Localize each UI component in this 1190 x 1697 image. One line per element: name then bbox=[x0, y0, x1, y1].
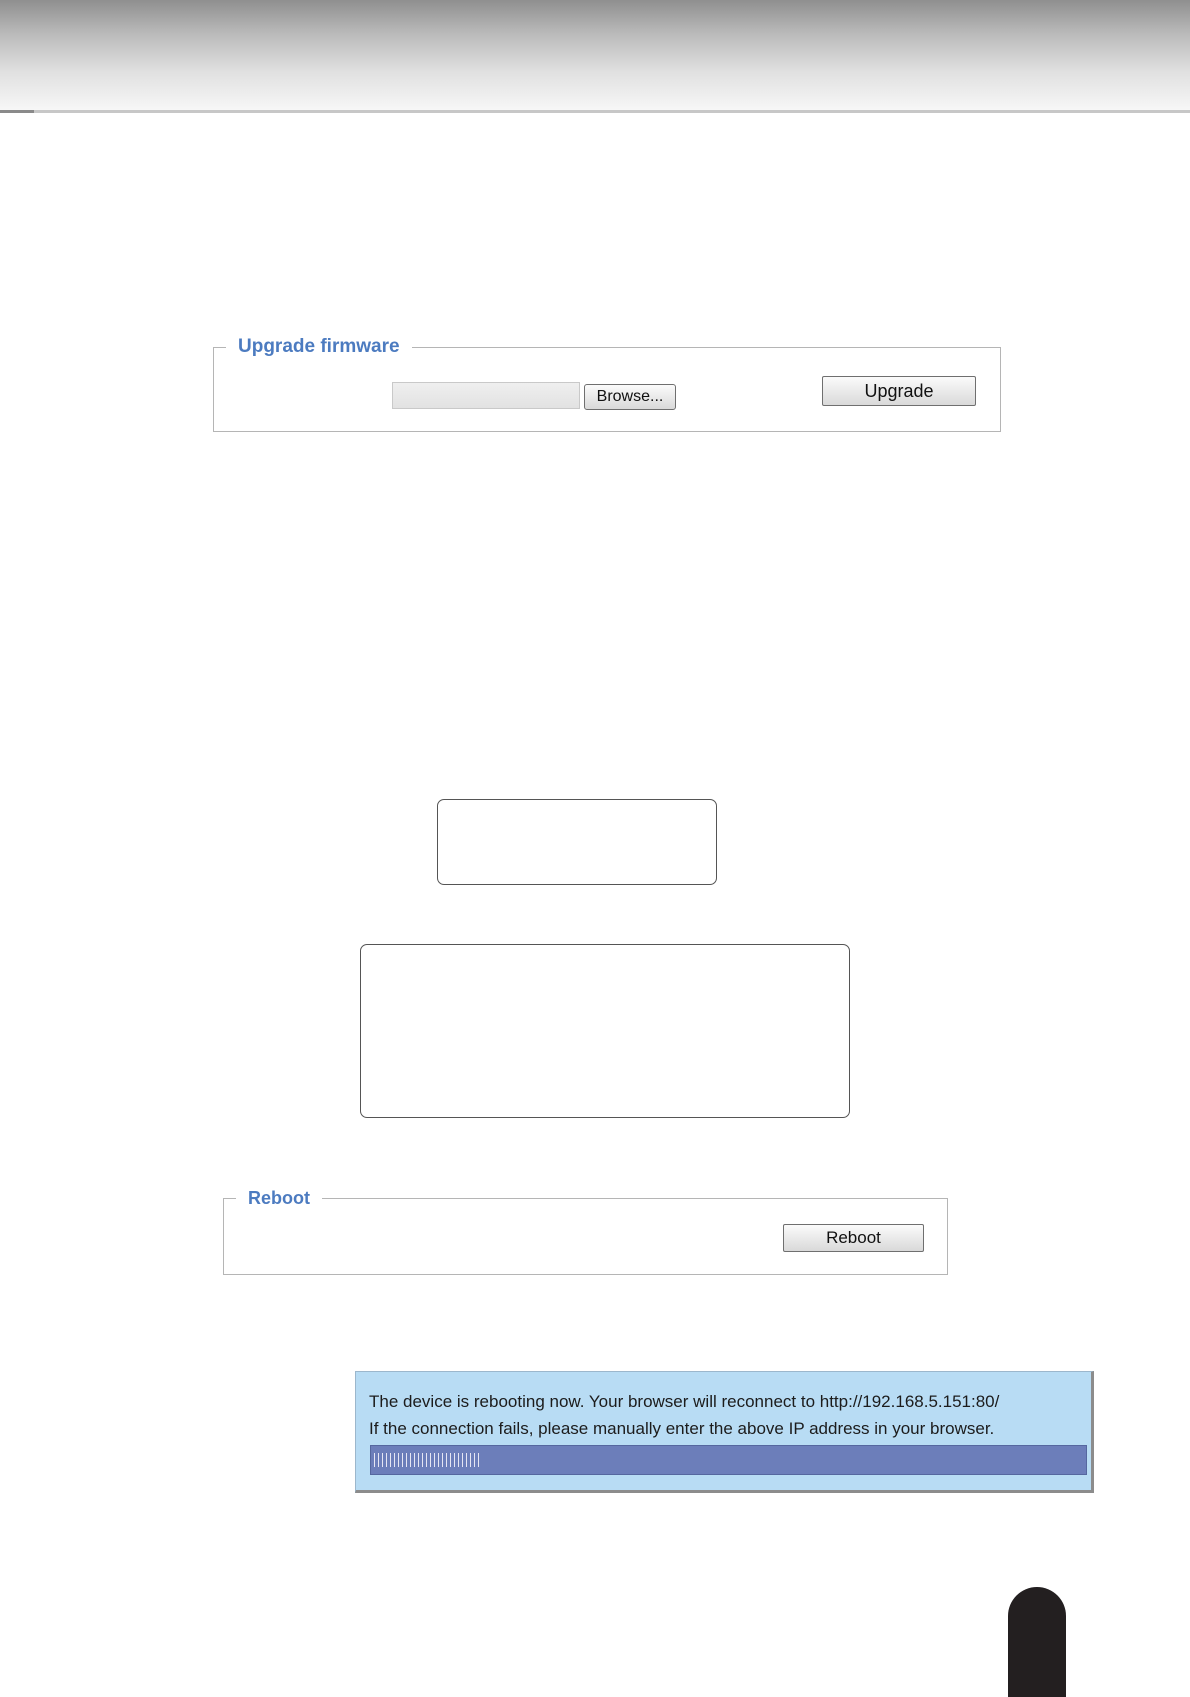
header-divider bbox=[0, 110, 1190, 113]
reboot-notice-line-2: If the connection fails, please manually enter the above IP address in your browser. bbox=[369, 1419, 995, 1438]
blank-frame-small bbox=[437, 799, 717, 885]
page-header-band bbox=[0, 0, 1190, 110]
reboot-notice-line-1: The device is rebooting now. Your browser will reconnect to http://192.168.5.151:80/ bbox=[369, 1392, 1000, 1411]
header-divider-mark bbox=[0, 110, 34, 113]
reboot-button[interactable]: Reboot bbox=[783, 1224, 924, 1252]
reboot-legend: Reboot bbox=[248, 1188, 310, 1208]
reboot-progress-bar bbox=[370, 1445, 1087, 1475]
reboot-progress-indicator bbox=[374, 1453, 480, 1467]
blank-frame-large bbox=[360, 944, 850, 1118]
reboot-notice-panel bbox=[355, 1371, 1094, 1493]
browse-button[interactable]: Browse... bbox=[584, 384, 676, 410]
upgrade-firmware-legend: Upgrade firmware bbox=[238, 336, 400, 357]
page-number-tab bbox=[1008, 1587, 1066, 1697]
upgrade-button[interactable]: Upgrade bbox=[822, 376, 976, 406]
firmware-file-input[interactable] bbox=[392, 382, 580, 409]
